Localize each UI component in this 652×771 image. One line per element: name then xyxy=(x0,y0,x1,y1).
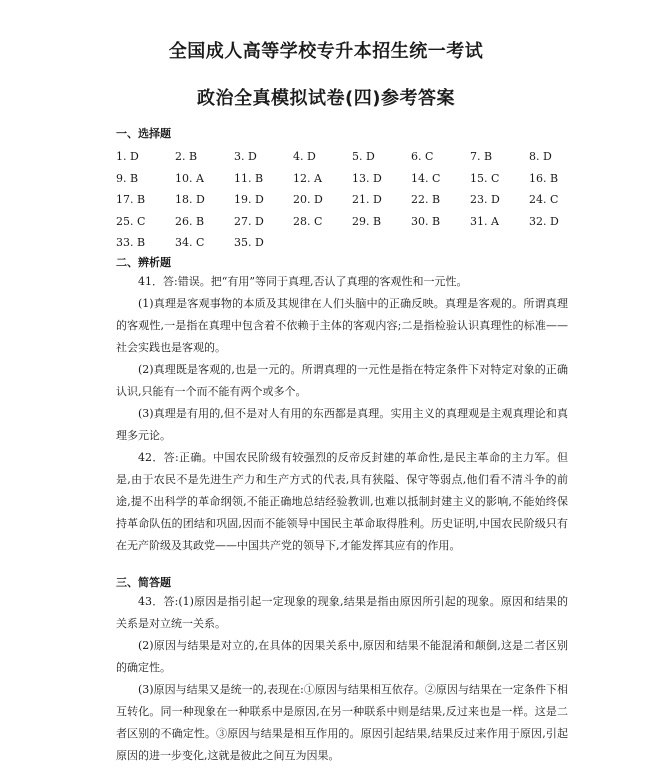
answer-item: 22. B xyxy=(411,193,441,206)
section-heading-choice: 一、选择题 xyxy=(116,127,171,140)
answer-item: 2. B xyxy=(175,150,198,163)
choice-answers-grid xyxy=(116,146,586,254)
answer-item: 20. D xyxy=(293,193,323,206)
section-heading-short: 三、简答题 xyxy=(116,576,171,589)
exam-title: 全国成人高等学校专升本招生统一考试 xyxy=(168,41,484,62)
answer-item: 12. A xyxy=(293,171,322,185)
answer-item: 29. B xyxy=(352,214,382,228)
answer-item: 19. D xyxy=(234,193,264,206)
answer-item: 24. C xyxy=(529,193,559,206)
answer-item: 13. D xyxy=(352,171,382,185)
answer-43-point-1: 43．答:(1)原因是指引起一定现象的现象,结果是指由原因所引起的现象。原因和结果的关系是对立统一关系。 xyxy=(116,595,568,630)
answer-item: 23. D xyxy=(470,193,500,206)
answer-item: 14. C xyxy=(411,171,441,185)
answer-41-point-2: (2)真理既是客观的,也是一元的。所谓真理的一元性是指在特定条件下对特定对象的正确认识,只能有一个而不能有两个或多个。 xyxy=(116,363,568,398)
answer-item: 11. B xyxy=(234,171,264,185)
answer-item: 17. B xyxy=(116,193,146,206)
answer-item: 3. D xyxy=(234,150,257,163)
answer-item: 34. C xyxy=(175,236,205,249)
answer-item: 21. D xyxy=(352,193,382,206)
answer-item: 33. B xyxy=(116,236,146,249)
answer-41-point-1: (1)真理是客观事物的本质及其规律在人们头脑中的正确反映。真理是客观的。所谓真理的客观性,一是指在真理中包含着不依赖于主体的客观内容;二是指检验认识真理性的标准——社会实践也是客观的。 xyxy=(116,297,568,354)
answer-item: 5. D xyxy=(352,150,375,163)
answer-item: 7. B xyxy=(470,150,493,163)
answer-item: 16. B xyxy=(529,171,559,185)
answer-item: 27. D xyxy=(234,214,264,228)
answer-item: 32. D xyxy=(529,214,559,228)
answer-item: 25. C xyxy=(116,214,146,228)
answer-item: 6. C xyxy=(411,150,434,163)
answer-item: 1. D xyxy=(116,150,139,163)
answer-item: 26. B xyxy=(175,214,205,228)
answer-item: 28. C xyxy=(293,214,323,228)
answer-item: 8. D xyxy=(529,150,552,163)
answer-item: 4. D xyxy=(293,150,316,163)
answer-item: 18. D xyxy=(175,193,205,206)
answer-41-paragraph: 41．答:错误。把“有用”等同于真理,否认了真理的客观性和一元性。 xyxy=(138,275,468,288)
answer-item: 10. A xyxy=(175,171,204,185)
answer-item: 15. C xyxy=(470,171,500,185)
answer-item: 31. A xyxy=(470,214,499,228)
answer-item: 9. B xyxy=(116,171,139,185)
answer-42-paragraph: 42．答:正确。中国农民阶级有较强烈的反帝反封建的革命性,是民主革命的主力军。但是,由于农民不是先进生产力和生产方式的代表,具有狭隘、保守等弱点,他们看不清斗争的前途,提不出科学的革命纲领,不能正确地总结经验教训,也难以抵制封建主义的影响,不能始终保持革命队伍的团结和巩固,因而不能领导中国民主革命取得胜利。历史证明,中国农民阶级只有在无产阶级及其政党——中国共产党的领导下,才能发挥其应有的作用。 xyxy=(116,451,568,552)
answer-item: 35. D xyxy=(234,236,264,249)
answer-41-point-3: (3)真理是有用的,但不是对人有用的东西都是真理。实用主义的真理观是主观真理论和真理多元论。 xyxy=(116,407,568,442)
section-heading-analysis: 二、辨析题 xyxy=(116,256,171,269)
paper-title: 政治全真模拟试卷(四)参考答案 xyxy=(197,88,455,109)
answer-43-point-3: (3)原因与结果又是统一的,表现在:①原因与结果相互依存。②原因与结果在一定条件下相互转化。同一种现象在一种联系中是原因,在另一种联系中则是结果,反过来也是一样。这是二者区别的不确定性。③原因与结果是相互作用的。原因引起结果,结果反过来作用于原因,引起原因的进一步变化,这就是彼此之间互为因果。 xyxy=(116,683,568,762)
answer-43-point-2: (2)原因与结果是对立的,在具体的因果关系中,原因和结果不能混淆和颠倒,这是二者区别的确定性。 xyxy=(116,639,568,674)
answer-item: 30. B xyxy=(411,214,441,228)
